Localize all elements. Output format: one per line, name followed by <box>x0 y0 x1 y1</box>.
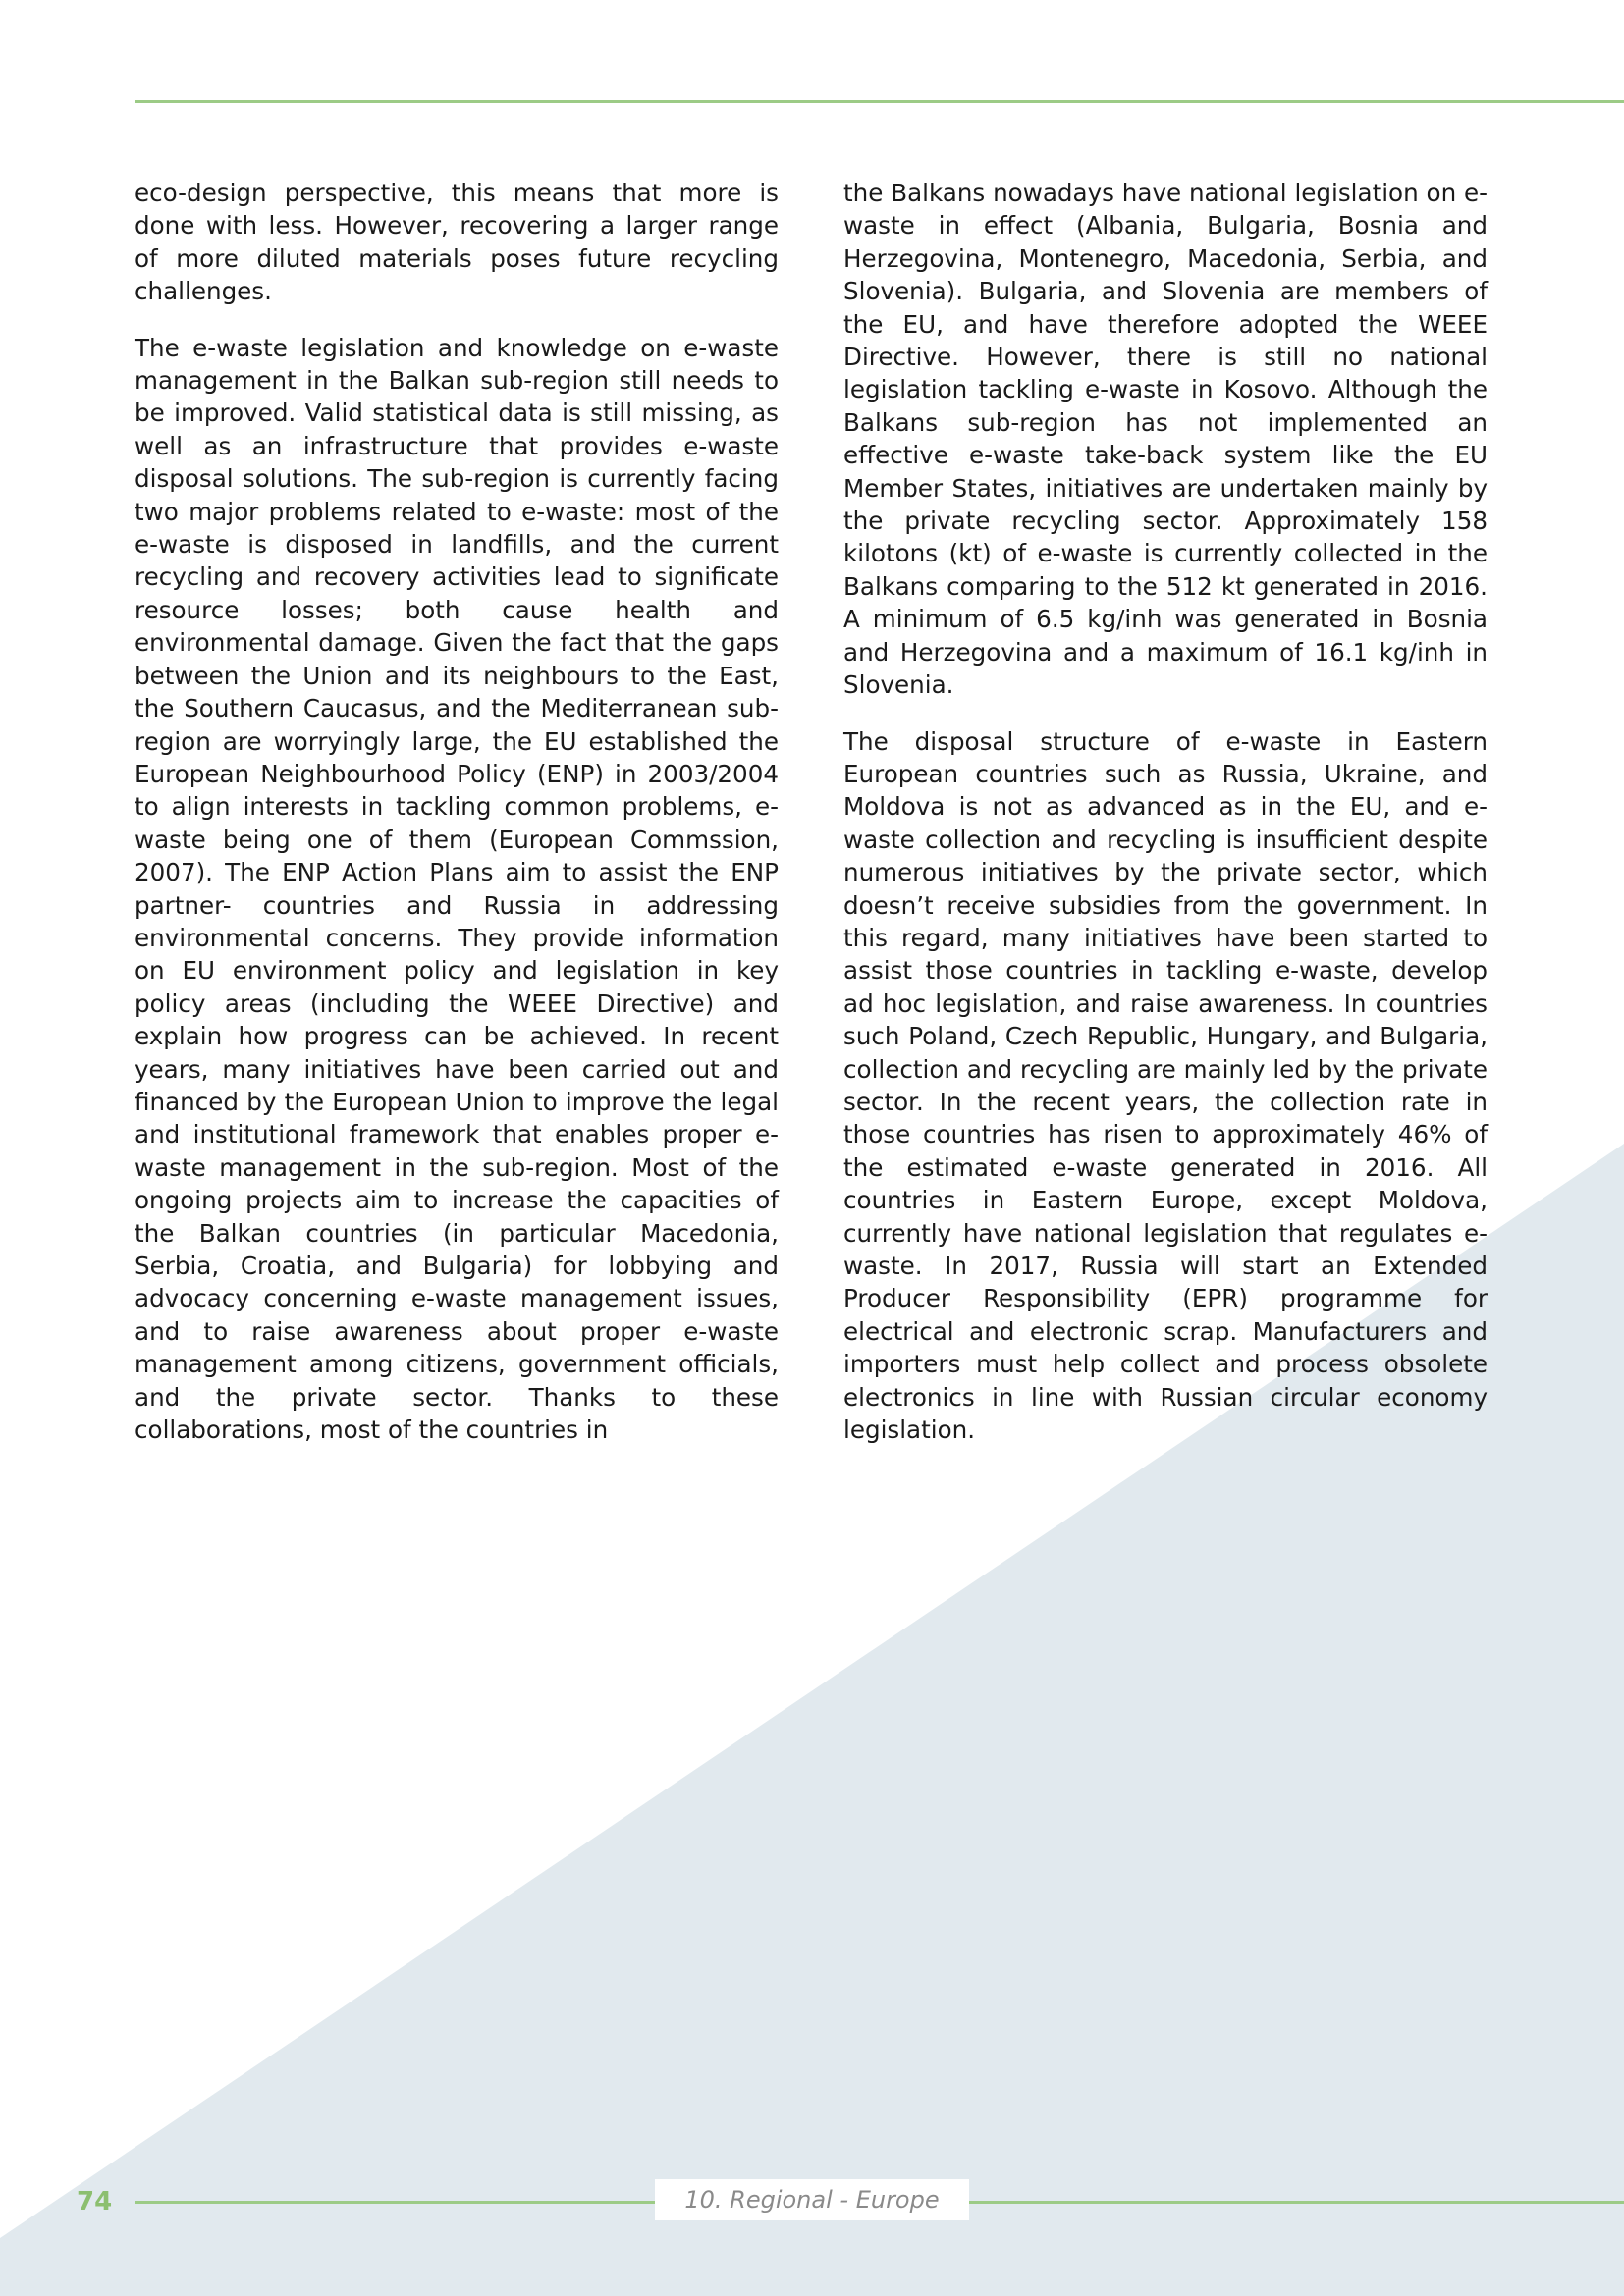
right-text-column <box>843 177 1488 1469</box>
page-number: 74 <box>77 2187 113 2216</box>
footer-section-label: 10. Regional - Europe <box>655 2179 969 2220</box>
left-paragraph-1: eco-design perspective, this means that more is done with less. However, recovering a larger range of more diluted materials poses future recycling challenges. <box>135 179 779 306</box>
right-paragraph-1: the Balkans nowadays have national legislation on e-waste in effect (Albania, Bulgaria, Bosnia and Herzegovina, Montenegro, Macedonia, Serbia, and Slovenia). Bulgaria, and Slovenia are members of the EU, and have therefore adopted the WEEE Directive. However, there is still no national legislation tackling e-waste in Kosovo. Although the Balkans sub-region has not implemented an effective e-waste take-back system like the EU Member States, initiatives are undertaken mainly by the private recycling sector. Approximately 158 kilotons (kt) of e-waste is currently collected in the Balkans comparing to the 512 kt generated in 2016. A minimum of 6.5 kg/inh was generated in Bosnia and Herzegovina and a maximum of 16.1 kg/inh in Slovenia. <box>843 179 1488 700</box>
header-rule <box>135 100 1624 103</box>
left-text-column <box>135 177 779 1469</box>
right-paragraph-2: The disposal structure of e-waste in Eastern European countries such as Russia, Ukraine, and Moldova is not as advanced as in the EU, and e-waste collection and recycling is insufficient despite numerous initiatives by the private sector, which doesn’t receive subsidies from the government. In this regard, many initiatives have been started to assist those countries in tackling e-waste, develop ad hoc legislation, and raise awareness. In countries such Poland, Czech Republic, Hungary, and Bulgaria, collection and recycling are mainly led by the private sector. In the recent years, the collection rate in those countries has risen to approximately 46% of the estimated e-waste generated in 2016. All countries in Eastern Europe, except Moldova, currently have national legislation that regulates e-waste. In 2017, Russia will start an Extended Producer Responsibility (EPR) programme for electrical and electronic scrap. Manufacturers and importers must help collect and process obsolete electronics in line with Russian circular economy legislation. <box>843 726 1488 1445</box>
left-paragraph-2: The e-waste legislation and knowledge on e-waste management in the Balkan sub-region still needs to be improved. Valid statistical data is still missing, as well as an infrastructure that provides e-waste disposal solutions. The sub-region is currently facing two major problems related to e-waste: most of the e-waste is disposed in landfills, and the current recycling and recovery activities lead to significate resource losses; both cause health and environmental damage. Given the fact that the gaps between the Union and its neighbours to the East, the Southern Caucasus, and the Mediterranean sub-region are worryingly large, the EU established the European Neighbourhood Policy (ENP) in 2003/2004 to align interests in tackling common problems, e-waste being one of them (European Commssion, 2007). The ENP Action Plans aim to assist the ENP partner- countries and Russia in addressing environmental concerns. They provide information on EU environment policy and legislation in key policy areas (including the WEEE Directive) and explain how progress can be achieved. In recent years, many initiatives have been carried out and financed by the European Union to improve the legal and institutional framework that enables proper e-waste management in the sub-region. Most of the ongoing projects aim to increase the capacities of the Balkan countries (in particular Macedonia, Serbia, Croatia, and Bulgaria) for lobbying and advocacy concerning e-waste management issues, and to raise awareness about proper e-waste management among citizens, government officials, and the private sector. Thanks to these collaborations, most of the countries in <box>135 333 779 1445</box>
